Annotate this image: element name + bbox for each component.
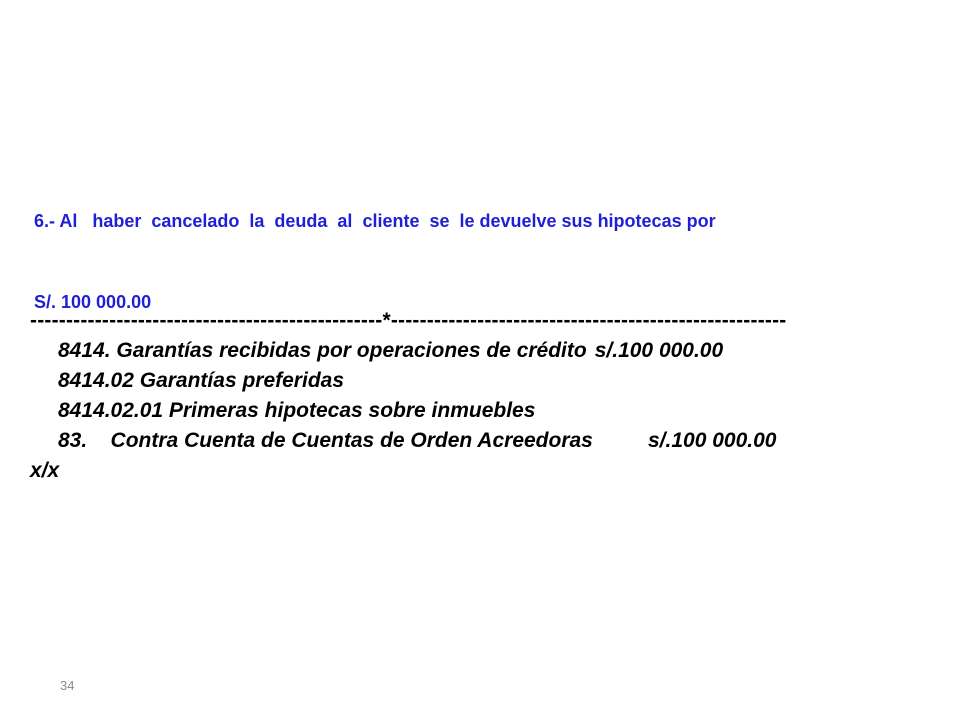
credit-account: 83. Contra Cuenta de Cuentas de Orden Acreedoras	[58, 429, 593, 452]
debit-amount: s/.100 000.00	[594, 339, 724, 362]
sub-account-row: 8414.02 Garantías preferidas	[58, 369, 345, 392]
description-line-2: S/. 100 000.00	[34, 292, 152, 312]
debit-row	[30, 336, 950, 366]
credit-row	[30, 426, 950, 456]
entry-gloss: x/x	[30, 459, 60, 482]
entry-separator: -------------------------------------------------*-------------------------------------------------------	[30, 309, 787, 332]
description-line-1: 6.- Al haber cancelado la deuda al cliente se le devuelve sus hipotecas por	[34, 211, 716, 231]
credit-amount: s/.100 000.00	[648, 429, 777, 452]
sub-sub-account-row: 8414.02.01 Primeras hipotecas sobre inmuebles	[58, 399, 536, 422]
debit-account: 8414. Garantías recibidas por operaciones de crédito	[58, 339, 587, 362]
journal-entry	[30, 306, 950, 486]
page-number: 34	[60, 678, 75, 693]
